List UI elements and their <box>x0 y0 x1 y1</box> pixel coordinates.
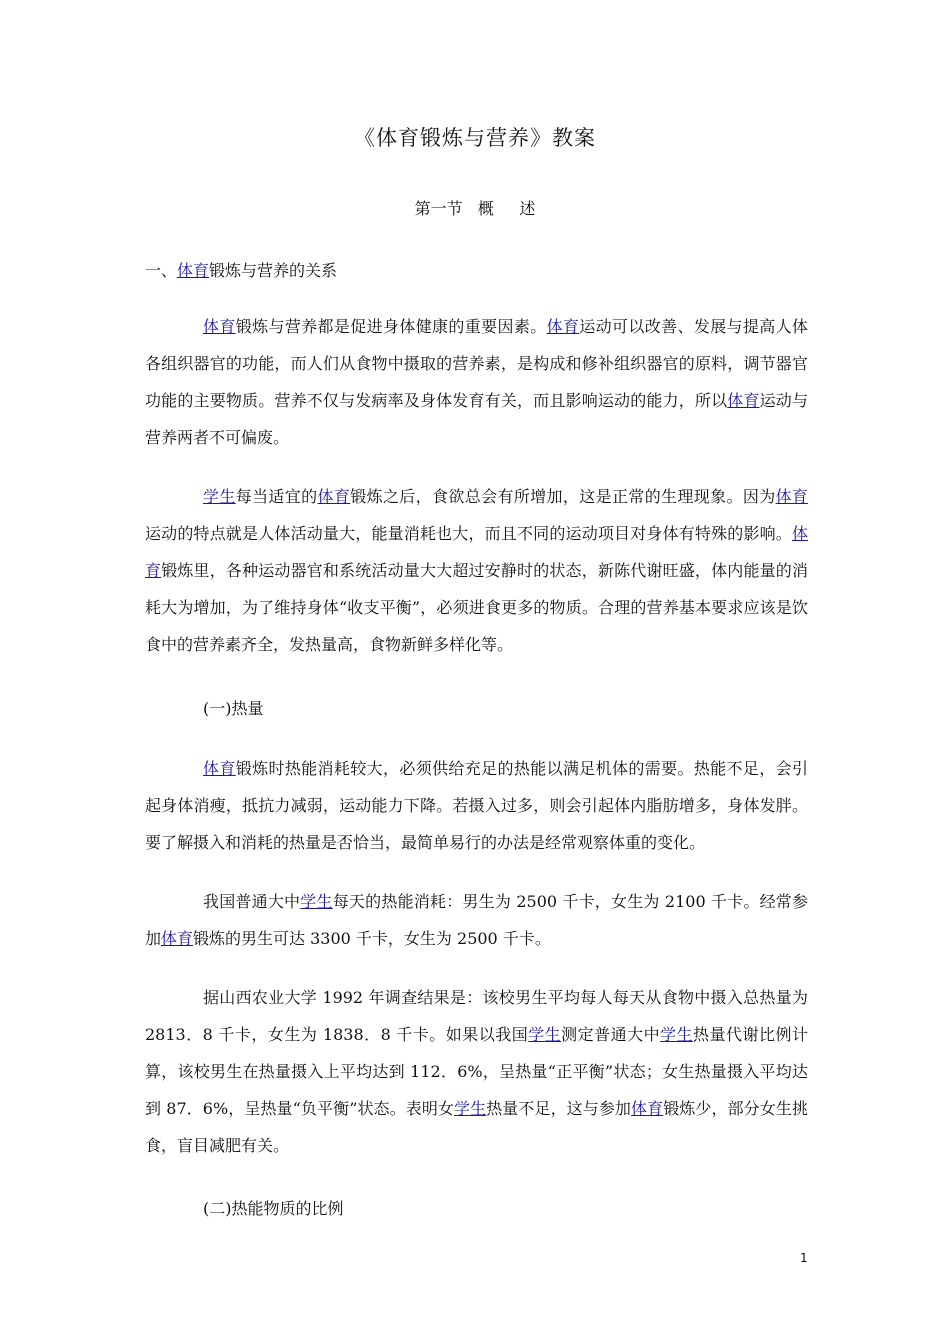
paragraph-text: 运动可以改善、发展与提高人体各组织器官的功能，而人们从食物中摄取的营养素，是构成和修补组织器官的原料，调节器官功能的主要物质。营养不仅与发病率及身体发育有关，而且影响运动的能力，所以 <box>145 317 808 410</box>
inline-link[interactable]: 体育 <box>161 929 194 948</box>
inline-link[interactable]: 体育 <box>145 524 808 580</box>
inline-link[interactable]: 学生 <box>300 892 333 911</box>
paragraph-2 <box>145 478 808 663</box>
paragraph-text: 锻炼与营养都是促进身体健康的重要因素。 <box>235 317 547 336</box>
paragraph-text: 锻炼时热能消耗较大，必须供给充足的热能以满足机体的需要。热能不足，会引起身体消瘦，抵抗力减弱，运动能力下降。若摄入过多，则会引起体内脂肪增多，身体发胖。要了解摄入和消耗的热量是否恰当，最简单易行的办法是经常观察体重的变化。 <box>145 759 808 852</box>
inline-link[interactable]: 体育 <box>775 487 808 506</box>
subheading-heat: (一)热量 <box>203 699 264 718</box>
paragraph-text: 运动的特点就是人体活动量大，能量消耗也大，而且不同的运动项目对身体有特殊的影响。 <box>145 524 792 543</box>
paragraph-1 <box>145 308 808 456</box>
heading-link[interactable]: 体育 <box>177 261 210 280</box>
inline-link[interactable]: 体育 <box>727 391 760 410</box>
inline-link[interactable]: 体育 <box>203 759 236 778</box>
paragraph-text: 锻炼之后，食欲总会有所增加，这是正常的生理现象。因为 <box>350 487 776 506</box>
paragraph-text: 每当适宜的 <box>235 487 318 506</box>
inline-link[interactable]: 学生 <box>454 1099 487 1118</box>
paragraph-text: 热量不足，这与参加 <box>486 1099 632 1118</box>
paragraph-text: 我国普通大中 <box>203 892 301 911</box>
subheading-ratio: (二)热能物质的比例 <box>203 1199 344 1218</box>
paragraph-5 <box>145 979 808 1164</box>
inline-link[interactable]: 体育 <box>317 487 351 506</box>
page-number: 1 <box>800 1251 808 1265</box>
section-heading: 第一节 概 述 <box>414 199 536 218</box>
inline-link[interactable]: 学生 <box>203 487 236 506</box>
inline-link[interactable]: 体育 <box>203 317 236 336</box>
paragraph-text: 运动与营养两者不可偏废。 <box>145 391 808 447</box>
heading-rest: 锻炼与营养的关系 <box>209 261 338 280</box>
heading-prefix: 一、 <box>145 261 178 280</box>
paragraph-3 <box>145 750 808 861</box>
heading-relationship <box>145 258 337 281</box>
paragraph-text: 测定普通大中 <box>561 1025 661 1044</box>
paragraph-text: 据山西农业大学 1992 年调查结果是：该校男生平均每人每天从食物中摄入总热量为 2813．8 千卡，女生为 1838．8 千卡。如果以我国 <box>145 988 808 1044</box>
paragraph-text: 热量代谢比例计算，该校男生在热量摄入上平均达到 112．6%，呈热量“正平衡”状态；女生热量摄入平均达到 87．6%，呈热量“负平衡”状态。表明女 <box>145 1025 808 1118</box>
paragraph-4 <box>145 883 808 957</box>
paragraph-text: 锻炼里，各种运动器官和系统活动量大大超过安静时的状态，新陈代谢旺盛，体内能量的消耗大为增加，为了维持身体“收支平衡”，必须进食更多的物质。合理的营养基本要求应该是饮食中的营养素齐全，发热量高，食物新鲜多样化等。 <box>145 561 808 654</box>
document-title: 《体育锻炼与营养》教案 <box>354 126 596 150</box>
inline-link[interactable]: 学生 <box>528 1025 562 1044</box>
paragraph-text: 锻炼的男生可达 3300 千卡，女生为 2500 千卡。 <box>193 929 551 948</box>
inline-link[interactable]: 体育 <box>631 1099 664 1118</box>
paragraph-text: 每天的热能消耗：男生为 2500 千卡，女生为 2100 千卡。经常参加 <box>145 892 808 948</box>
inline-link[interactable]: 体育 <box>546 317 580 336</box>
inline-link[interactable]: 学生 <box>660 1025 694 1044</box>
paragraph-text: 锻炼少，部分女生挑食，盲目减肥有关。 <box>145 1099 808 1155</box>
